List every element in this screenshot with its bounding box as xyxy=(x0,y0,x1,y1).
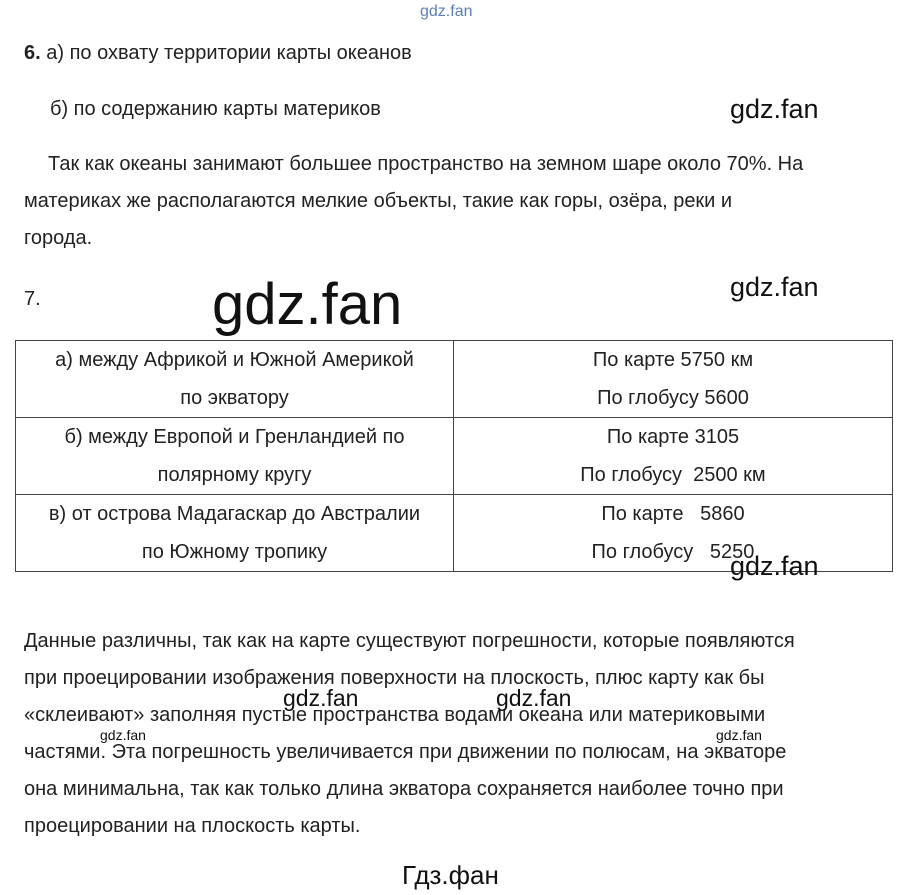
watermark-mid-left: gdz.fan xyxy=(283,685,359,711)
globe-value: По глобусу 2500 км xyxy=(580,464,766,486)
route-cell xyxy=(16,495,454,572)
route-line: по экватору xyxy=(180,387,289,409)
value-cell xyxy=(454,418,893,495)
conclusion-line-5: она минимальна, так как только длина экватора сохраняется наиболее точно при xyxy=(24,778,784,800)
route-line: б) между Европой и Гренландией по xyxy=(64,426,405,448)
task6-explanation-line-3: города. xyxy=(24,227,93,249)
watermark-footer: Гдз.фан xyxy=(402,860,499,890)
globe-value: По глобусу 5250 xyxy=(591,541,755,563)
route-line: по Южному тропику xyxy=(141,541,328,563)
route-line: в) от острова Мадагаскар до Австралии xyxy=(48,503,421,525)
conclusion-line-2: при проецировании изображения поверхности на плоскость, плюс карту как бы xyxy=(24,667,765,689)
value-cell xyxy=(454,341,893,418)
conclusion-line-1: Данные различны, так как на карте существуют погрешности, которые появляются xyxy=(24,630,795,652)
watermark-mid-center: gdz.fan xyxy=(496,685,572,711)
map-value: По карте 5860 xyxy=(601,503,745,525)
watermark-right-2: gdz.fan xyxy=(730,272,819,302)
route-line: полярному кругу xyxy=(157,464,312,486)
task6-answer-a: а) по охвату территории карты океанов xyxy=(46,42,412,64)
task6-number: 6. xyxy=(24,42,41,64)
value-cell xyxy=(454,495,893,572)
watermark-right-1: gdz.fan xyxy=(730,94,819,124)
watermark-small-right: gdz.fan xyxy=(716,727,762,743)
task7-number: 7. xyxy=(24,288,41,310)
task6-line-a xyxy=(24,41,412,65)
task6-explanation-line-2: материках же располагаются мелкие объекты, такие как горы, озёра, реки и xyxy=(24,190,733,212)
conclusion-line-6: проецировании на плоскость карты. xyxy=(24,815,361,837)
conclusion-line-4: частями. Эта погрешность увеличивается при движении по полюсам, на экваторе xyxy=(24,741,787,763)
task6-explanation-line-1: Так как океаны занимают большее пространство на земном шаре около 70%. На xyxy=(48,153,804,175)
watermark-table-right: gdz.fan xyxy=(730,551,819,581)
conclusion-line-3: «склеивают» заполняя пустые пространства водами океана или материковыми xyxy=(24,704,766,726)
watermark-top: gdz.fan xyxy=(420,3,473,20)
distance-table xyxy=(15,340,893,572)
watermark-big: gdz.fan xyxy=(212,272,403,337)
map-value: По карте 3105 xyxy=(606,426,740,448)
task6-explanation xyxy=(24,146,803,257)
table-row xyxy=(16,341,893,418)
route-line: а) между Африкой и Южной Америкой xyxy=(55,349,414,371)
route-cell xyxy=(16,341,454,418)
watermark-small-left: gdz.fan xyxy=(100,727,146,743)
task6-answer-b: б) по содержанию карты материков xyxy=(50,98,381,120)
table-row xyxy=(16,418,893,495)
globe-value: По глобусу 5600 xyxy=(597,387,749,409)
route-cell xyxy=(16,418,454,495)
map-value: По карте 5750 км xyxy=(592,349,754,371)
